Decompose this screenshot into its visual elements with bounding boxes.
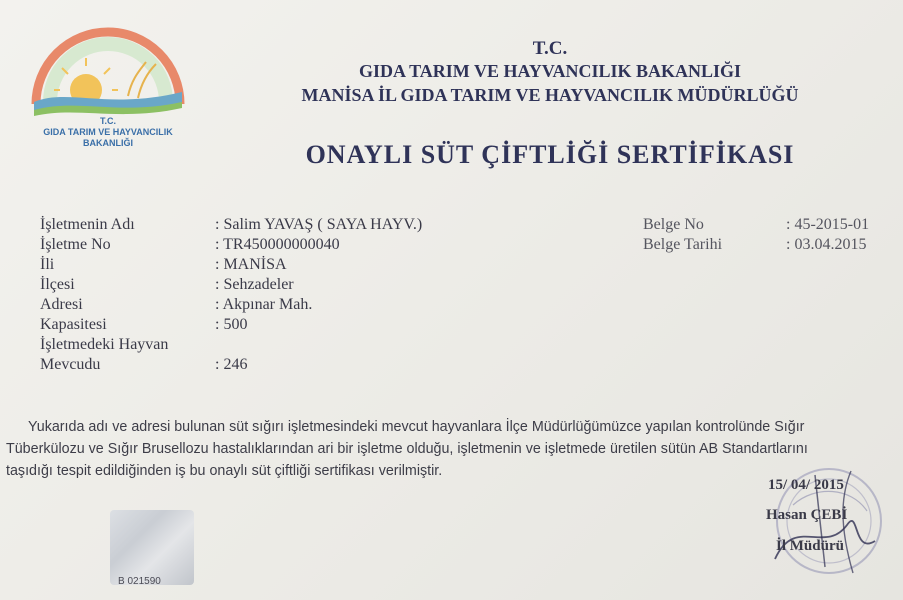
field-label-province: İli	[40, 256, 55, 273]
header-tc: T.C.	[532, 38, 568, 59]
logo-ministry-line1: GIDA TARIM VE HAYVANCILIK	[43, 127, 173, 137]
field-label-district: İlçesi	[40, 276, 75, 293]
hologram-sticker	[110, 510, 194, 585]
hologram-serial: B 021590	[118, 576, 161, 587]
field-label-address: Adresi	[40, 296, 83, 313]
field-value-address: : Akpınar Mah.	[215, 296, 313, 313]
field-value-province: : MANİSA	[215, 256, 287, 273]
signature-date: 15/ 04/ 2015	[768, 477, 844, 493]
logo-ministry-line2: BAKANLIĞI	[83, 138, 133, 148]
signatory-name: Hasan ÇEBİ	[766, 507, 848, 523]
field-value-district: : Sehzadeler	[215, 276, 294, 293]
header-ministry: GIDA TARIM VE HAYVANCILIK BAKANLIĞI	[358, 61, 742, 81]
field-label-business-no: İşletme No	[40, 236, 111, 253]
belge-no-value: : 45-2015-01	[786, 216, 870, 233]
field-label-stock: Mevcudu	[40, 356, 101, 373]
field-label-capacity: Kapasitesi	[40, 316, 107, 333]
statement-line-2: Tüberkülozu ve Sığır Brusellozu hastalıklarından ari bir işletme olduğu, işletmenin ve işletmede üretilen sütün AB Standartlarını	[6, 441, 808, 457]
signatory-title: İl Müdürü	[776, 538, 844, 554]
field-value-business-no: : TR450000000040	[215, 236, 340, 253]
belge-no-label: Belge No	[643, 216, 704, 233]
official-stamp-icon	[755, 455, 895, 595]
field-value-stock: : 246	[215, 356, 248, 373]
belge-tarihi-label: Belge Tarihi	[643, 236, 723, 253]
field-value-capacity: : 500	[215, 316, 248, 333]
statement-line-1: Yukarıda adı ve adresi bulunan süt sığırı işletmesindeki mevcut hayvanlara İlçe Müdürlüğümüzce yapılan kontrolünde Sığır	[28, 419, 805, 435]
certificate-title: ONAYLI SÜT ÇİFTLİĞİ SERTİFİKASI	[305, 140, 795, 169]
logo-tc-text: T.C.	[99, 116, 116, 126]
field-label-business-name: İşletmenin Adı	[40, 216, 135, 233]
belge-tarihi-value: : 03.04.2015	[786, 236, 867, 253]
header-directorate: MANİSA İL GIDA TARIM VE HAYVANCILIK MÜDÜRLÜĞÜ	[301, 85, 799, 105]
ministry-logo	[28, 18, 188, 148]
ministry-emblem-icon	[28, 18, 188, 118]
statement-line-3: taşıdığı tespit edildiğinden iş bu onaylı süt çiftliği sertifikası verilmiştir.	[6, 463, 443, 479]
field-label-animal: İşletmedeki Hayvan	[40, 336, 169, 353]
field-value-business-name: : Salim YAVAŞ ( SAYA HAYV.)	[215, 216, 423, 233]
